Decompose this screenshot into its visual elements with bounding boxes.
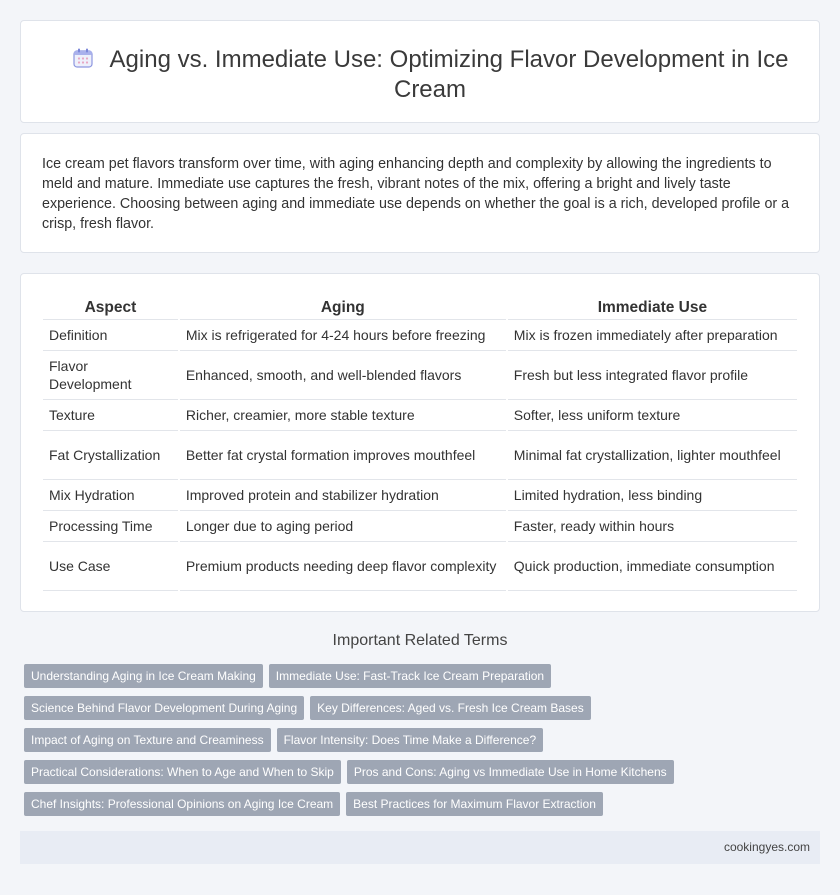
table-cell: Flavor Development	[43, 351, 178, 400]
footer-site-link[interactable]: cookingyes.com	[723, 840, 810, 854]
intro-paragraph: Ice cream pet flavors transform over time, with aging enhancing depth and complexity by allowing the ingredients to meld and mature. Immediate use captures the fresh, vibrant notes of the mix, offering a bright and lively taste experience. Choosing between aging and immediate use depends on whether the goal is a rich, developed profile or a crisp, fresh flavor.	[42, 156, 790, 232]
tag-row	[24, 760, 814, 792]
related-terms-heading: Important Related Terms	[332, 632, 508, 649]
tag-row	[24, 728, 814, 760]
related-term-link[interactable]: Best Practices for Maximum Flavor Extraction	[346, 792, 603, 816]
tag-row	[24, 696, 814, 728]
table-cell: Minimal fat crystallization, lighter mouthfeel	[508, 431, 797, 480]
table-cell: Enhanced, smooth, and well-blended flavors	[180, 351, 506, 400]
related-term-link[interactable]: Immediate Use: Fast-Track Ice Cream Preparation	[269, 664, 551, 688]
table-cell: Richer, creamier, more stable texture	[180, 400, 506, 431]
table-cell: Fat Crystallization	[43, 431, 178, 480]
related-term-link[interactable]: Key Differences: Aged vs. Fresh Ice Cream Bases	[310, 696, 591, 720]
column-header: Aspect	[43, 296, 178, 320]
table-cell: Use Case	[43, 542, 178, 591]
table-row	[43, 480, 797, 511]
related-term-link[interactable]: Science Behind Flavor Development During Aging	[24, 696, 304, 720]
footer	[20, 831, 820, 864]
page-title	[61, 45, 799, 105]
related-term-link[interactable]: Understanding Aging in Ice Cream Making	[24, 664, 263, 688]
table-row	[43, 542, 797, 591]
table-cell: Improved protein and stabilizer hydration	[180, 480, 506, 511]
calendar-icon	[72, 47, 94, 69]
comparison-table	[41, 296, 799, 591]
comparison-table-card	[20, 273, 820, 612]
page-title-text: Aging vs. Immediate Use: Optimizing Flavor Development in Ice Cream	[109, 46, 789, 103]
tag-row	[24, 792, 814, 824]
table-cell: Mix is refrigerated for 4-24 hours before freezing	[180, 320, 506, 351]
related-term-link[interactable]: Practical Considerations: When to Age and When to Skip	[24, 760, 341, 784]
table-cell: Premium products needing deep flavor complexity	[180, 542, 506, 591]
table-cell: Processing Time	[43, 511, 178, 542]
table-row	[43, 511, 797, 542]
title-card	[20, 20, 820, 123]
table-cell: Quick production, immediate consumption	[508, 542, 797, 591]
table-row	[43, 400, 797, 431]
table-cell: Texture	[43, 400, 178, 431]
table-cell: Fresh but less integrated flavor profile	[508, 351, 797, 400]
table-cell: Limited hydration, less binding	[508, 480, 797, 511]
table-cell: Definition	[43, 320, 178, 351]
table-cell: Softer, less uniform texture	[508, 400, 797, 431]
table-cell: Longer due to aging period	[180, 511, 506, 542]
table-cell: Better fat crystal formation improves mouthfeel	[180, 431, 506, 480]
related-terms-list	[24, 664, 814, 824]
table-cell: Mix is frozen immediately after preparation	[508, 320, 797, 351]
intro-card	[20, 133, 820, 253]
table-cell: Faster, ready within hours	[508, 511, 797, 542]
table-header-row	[43, 296, 797, 320]
table-cell: Mix Hydration	[43, 480, 178, 511]
table-row	[43, 431, 797, 480]
table-row	[43, 351, 797, 400]
title-wrap	[61, 45, 799, 105]
related-term-link[interactable]: Chef Insights: Professional Opinions on Aging Ice Cream	[24, 792, 340, 816]
column-header: Aging	[180, 296, 506, 320]
column-header: Immediate Use	[508, 296, 797, 320]
table-row	[43, 320, 797, 351]
tag-row	[24, 664, 814, 696]
related-term-link[interactable]: Flavor Intensity: Does Time Make a Difference?	[277, 728, 544, 752]
related-term-link[interactable]: Pros and Cons: Aging vs Immediate Use in Home Kitchens	[347, 760, 674, 784]
related-term-link[interactable]: Impact of Aging on Texture and Creaminess	[24, 728, 271, 752]
